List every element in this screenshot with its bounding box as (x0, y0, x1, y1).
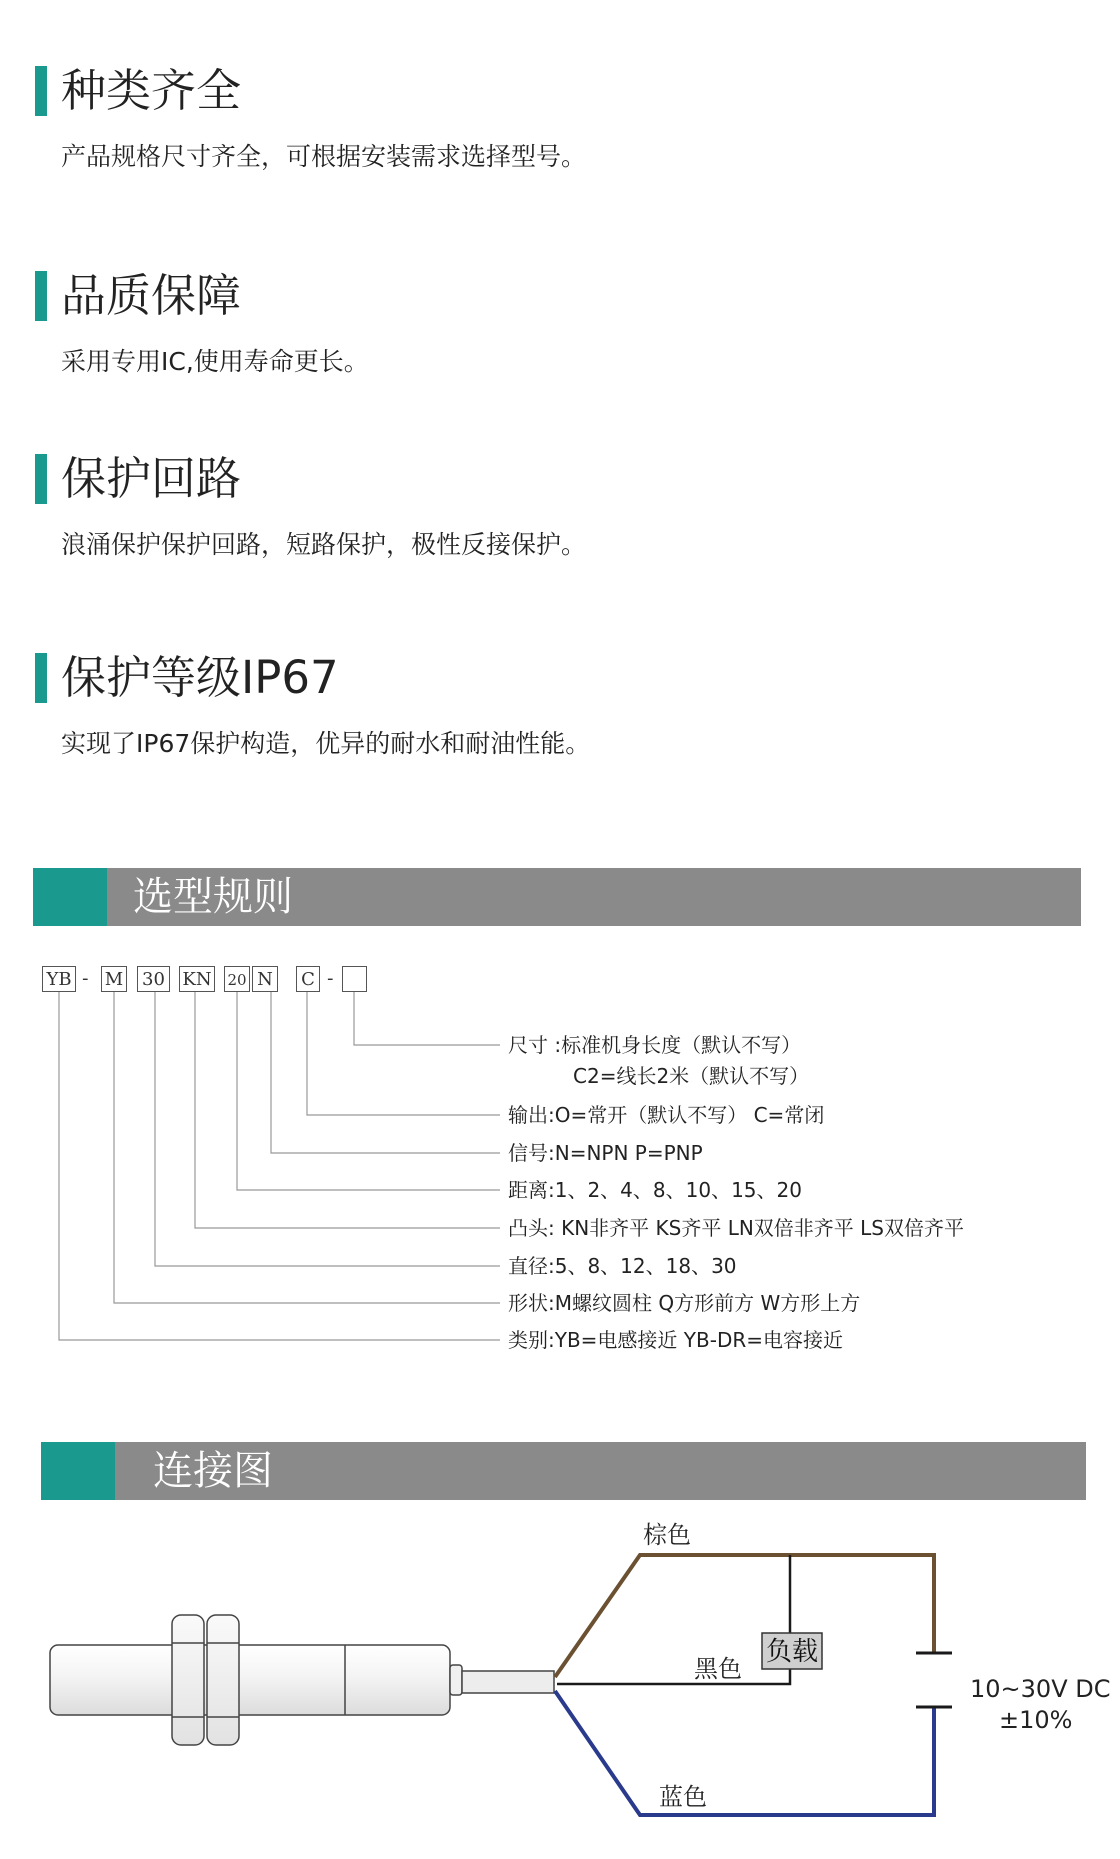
wiring-diagram (0, 1515, 1120, 1855)
leader-category (59, 992, 500, 1340)
code-box-diameter: 30 (137, 966, 170, 992)
header-accent (33, 868, 107, 926)
leader-diameter (155, 992, 500, 1266)
feature-desc: 实现了IP67保护构造，优异的耐水和耐油性能。 (61, 729, 591, 758)
leader-output (307, 992, 500, 1115)
accent-bar (35, 653, 47, 703)
code-box-shape: M (101, 966, 127, 992)
accent-bar (35, 271, 47, 321)
leader-head (195, 992, 500, 1228)
accent-bar (35, 454, 47, 504)
rule-category: 类别:YB=电感接近 YB-DR=电容接近 (508, 1328, 843, 1352)
code-box-size (342, 966, 367, 992)
black-label: 黑色 (694, 1655, 742, 1683)
rule-head: 凸头: KN非齐平 KS齐平 LN双倍非齐平 LS双倍齐平 (508, 1216, 964, 1240)
accent-bar (35, 66, 47, 116)
leader-signal (271, 992, 500, 1153)
feature-title: 保护等级IP67 (61, 651, 339, 704)
code-box-head: KN (179, 966, 215, 992)
code-dash: - (327, 968, 334, 989)
leader-distance (237, 992, 500, 1190)
battery-icon (916, 1653, 952, 1707)
feature-desc: 采用专用IC,使用寿命更长。 (61, 347, 369, 376)
feature-title: 品质保障 (61, 269, 242, 322)
brown-label: 棕色 (643, 1521, 691, 1549)
feature-title: 种类齐全 (61, 64, 242, 117)
rule-signal: 信号:N=NPN P=PNP (508, 1141, 703, 1165)
brown-wire (555, 1555, 934, 1677)
supply-tolerance: ±10% (999, 1706, 1073, 1734)
code-box-output: C (296, 966, 320, 992)
section-title: 选型规则 (133, 874, 293, 920)
leader-size (354, 992, 500, 1045)
feature-desc: 产品规格尺寸齐全，可根据安装需求选择型号。 (61, 142, 587, 171)
header-accent (41, 1442, 115, 1500)
rule-size-c2: C2=线长2米（默认不写） (573, 1064, 810, 1088)
rule-distance: 距离:1、2、4、8、10、15、20 (508, 1178, 802, 1202)
rule-size: 尺寸 :标准机身长度（默认不写） (508, 1033, 802, 1057)
load-label: 负载 (765, 1637, 819, 1667)
sensor-icon (50, 1615, 554, 1745)
code-dash: - (82, 968, 89, 989)
feature-title: 保护回路 (61, 452, 242, 505)
section-header-wiring (41, 1442, 1086, 1500)
rule-output: 输出:O=常开（默认不写） C=常闭 (508, 1103, 825, 1127)
section-title: 连接图 (153, 1448, 273, 1494)
supply-voltage: 10~30V DC (970, 1675, 1111, 1703)
code-box-category: YB (42, 966, 76, 992)
rule-shape: 形状:M螺纹圆柱 Q方形前方 W方形上方 (508, 1291, 861, 1315)
blue-label: 蓝色 (659, 1783, 707, 1811)
code-box-distance: 20 (224, 966, 250, 992)
feature-desc: 浪涌保护保护回路，短路保护，极性反接保护。 (61, 530, 587, 559)
rule-diameter: 直径:5、8、12、18、30 (508, 1254, 737, 1278)
black-wire (557, 1555, 790, 1684)
code-box-signal: N (252, 966, 278, 992)
section-header-model-rules (33, 868, 1081, 926)
blue-wire (555, 1691, 934, 1815)
